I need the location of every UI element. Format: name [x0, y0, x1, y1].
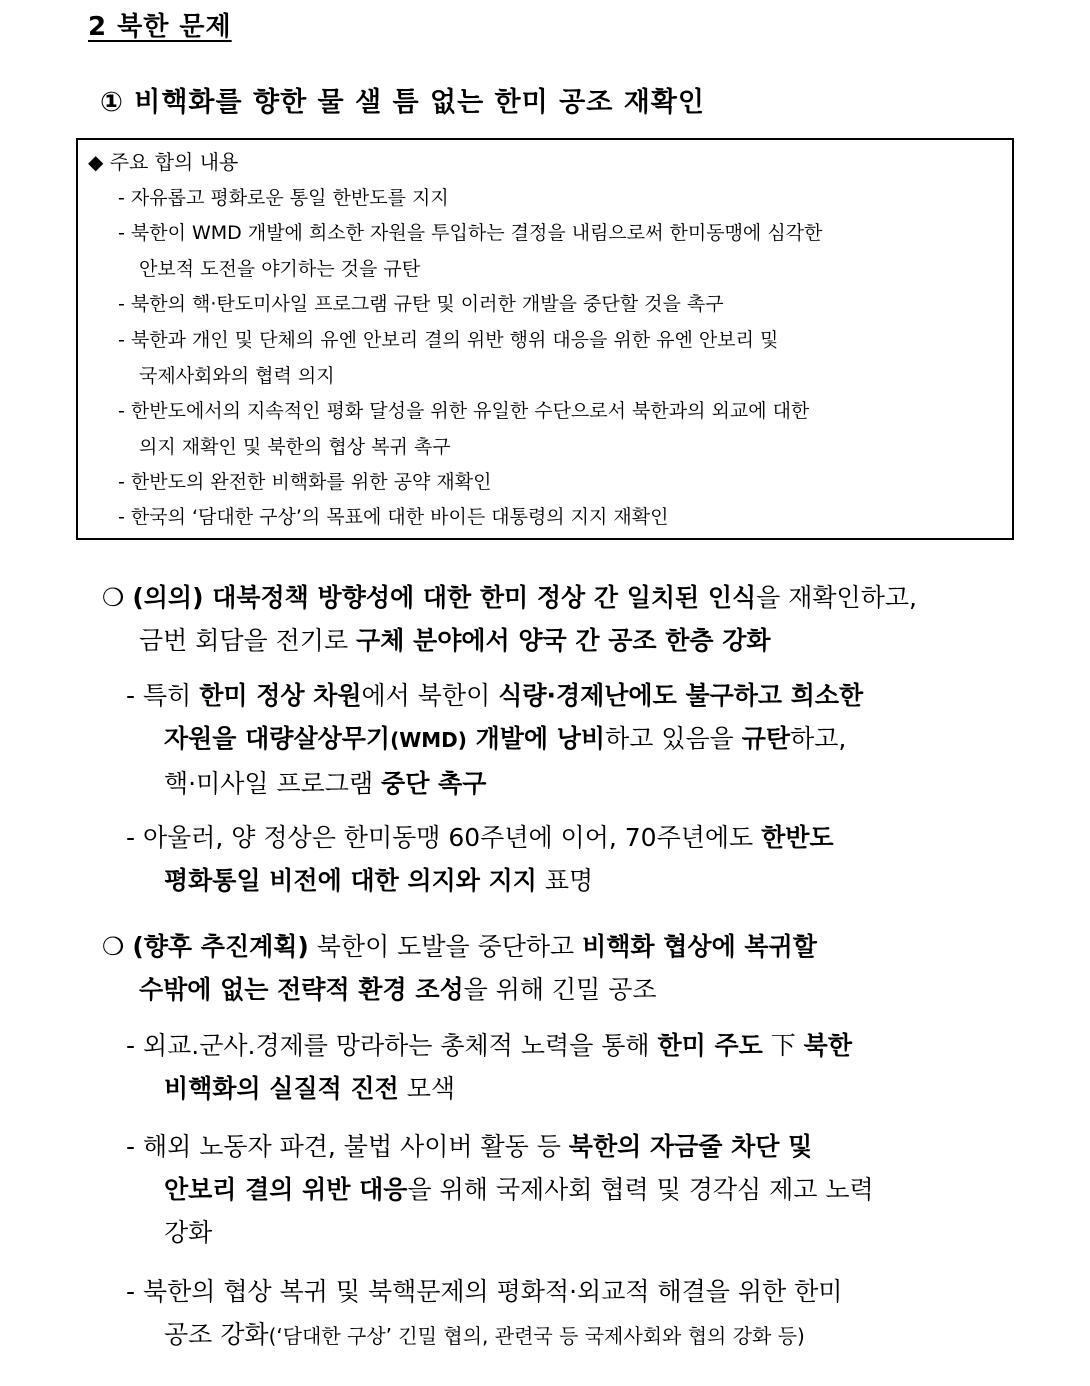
agreement-item — [118, 393, 1002, 465]
text: - 외교.군사.경제를 망라하는 총체적 노력을 통해 — [126, 1031, 658, 1060]
text: 을 재확인하고, — [756, 583, 917, 612]
agreement-item-line: - 북한의 핵·탄도미사일 프로그램 규탄 및 이러한 개발을 중단할 것을 촉구 — [118, 293, 724, 315]
text: 표명 — [536, 866, 594, 895]
emphasis: 안보리 결의 위반 대응 — [164, 1175, 408, 1204]
significance-item — [126, 674, 863, 805]
emphasis: 한미 정상 차원 — [199, 681, 362, 710]
text: (‘담대한 구상’ 긴밀 협의, 관련국 등 국제사회와 협의 강화 등) — [268, 1324, 805, 1348]
significance-item — [126, 816, 834, 902]
section-title: 2 북한 문제 — [88, 12, 232, 42]
emphasis: 한반도 — [761, 823, 834, 852]
emphasis: 자원을 대량살상무기 — [164, 724, 391, 753]
emphasis: (향후 추진계획) — [132, 932, 309, 961]
text: - 북한의 협상 복귀 및 북핵문제의 평화적·외교적 해결을 위한 한미 — [126, 1277, 843, 1306]
agreement-item-line: - 북한이 WMD 개발에 희소한 자원을 투입하는 결정을 내림으로써 한미동맹에 심각한 — [118, 222, 823, 244]
agreement-item — [118, 215, 1002, 287]
emphasis: 북한 — [803, 1031, 852, 1060]
agreement-item-line: - 한반도에서의 지속적인 평화 달성을 위한 유일한 수단으로서 북한과의 외교에 대한 — [118, 400, 810, 422]
agreement-item — [118, 180, 1002, 216]
significance-paragraph — [102, 576, 917, 662]
text: 강화 — [164, 1218, 213, 1247]
text: 하고 있음을 — [605, 724, 742, 753]
text: 핵·미사일 프로그램 — [164, 769, 382, 798]
plan-paragraph — [102, 925, 817, 1011]
text: 모색 — [398, 1074, 456, 1103]
emphasis: 비핵화의 실질적 진전 — [164, 1074, 399, 1103]
emphasis: 중단 촉구 — [381, 769, 487, 798]
agreement-item-line: 의지 재확인 및 북한의 협상 복귀 촉구 — [139, 436, 451, 458]
emphasis: 평화통일 비전에 대한 의지와 지지 — [164, 866, 537, 895]
agreement-item-line: - 한국의 ‘담대한 구상’의 목표에 대한 바이든 대통령의 지지 재확인 — [118, 506, 669, 528]
emphasis: 비핵화 협상에 복귀할 — [582, 932, 817, 961]
plan-item — [126, 1024, 852, 1110]
emphasis: 규탄 — [741, 724, 791, 753]
circle-bullet: ❍ — [102, 932, 133, 961]
agreement-item-line: 안보적 도전을 야기하는 것을 규탄 — [139, 258, 421, 280]
text: - 해외 노동자 파견, 불법 사이버 활동 등 — [126, 1132, 569, 1161]
agreement-item — [118, 322, 1002, 394]
emphasis: (WMD) — [390, 728, 467, 752]
text: 을 위해 국제사회 협력 및 경각심 제고 노력 — [407, 1175, 874, 1204]
plan-item — [126, 1270, 842, 1358]
emphasis: 식량·경제난에도 불구하고 희소한 — [498, 681, 864, 710]
agreement-item-line: - 한반도의 완전한 비핵화를 위한 공약 재확인 — [118, 471, 492, 493]
text: - 특히 — [126, 681, 200, 710]
text: 하고, — [790, 724, 847, 753]
agreement-item-line: - 자유롭고 평화로운 통일 한반도를 지지 — [118, 187, 449, 209]
text: 금번 회담을 전기로 — [139, 626, 357, 655]
emphasis: 한미 주도 — [657, 1031, 763, 1060]
agreement-item-line: 국제사회와의 협력 의지 — [139, 365, 335, 387]
emphasis: (의의) 대북정책 방향성에 대한 한미 정상 간 일치된 인식 — [132, 583, 757, 612]
text: 下 — [762, 1031, 804, 1060]
agreement-item — [118, 286, 1002, 322]
text: 북한이 도발을 중단하고 — [308, 932, 583, 961]
emphasis: 구체 분야에서 양국 간 공조 한층 강화 — [356, 626, 771, 655]
text: - 아울러, 양 정상은 한미동맹 60주년에 이어, 70주년에도 — [126, 823, 762, 852]
agreement-box-heading: ◆ 주요 합의 내용 — [88, 150, 239, 174]
agreement-item — [118, 464, 1002, 500]
circle-bullet: ❍ — [102, 583, 133, 612]
sub-heading: ① 비핵화를 향한 물 샐 틈 없는 한미 공조 재확인 — [100, 87, 705, 118]
emphasis: 수밖에 없는 전략적 환경 조성 — [139, 975, 464, 1004]
text: 에서 북한이 — [361, 681, 499, 710]
emphasis: 북한의 자금줄 차단 및 — [568, 1132, 813, 1161]
plan-item — [126, 1125, 874, 1254]
text: 을 위해 긴밀 공조 — [463, 975, 657, 1004]
text: 공조 강화 — [164, 1320, 269, 1349]
agreement-item — [118, 499, 1002, 535]
emphasis: 개발에 낭비 — [466, 724, 606, 753]
agreement-item-line: - 북한과 개인 및 단체의 유엔 안보리 결의 위반 행위 대응을 위한 유엔 안보리 및 — [118, 329, 779, 351]
